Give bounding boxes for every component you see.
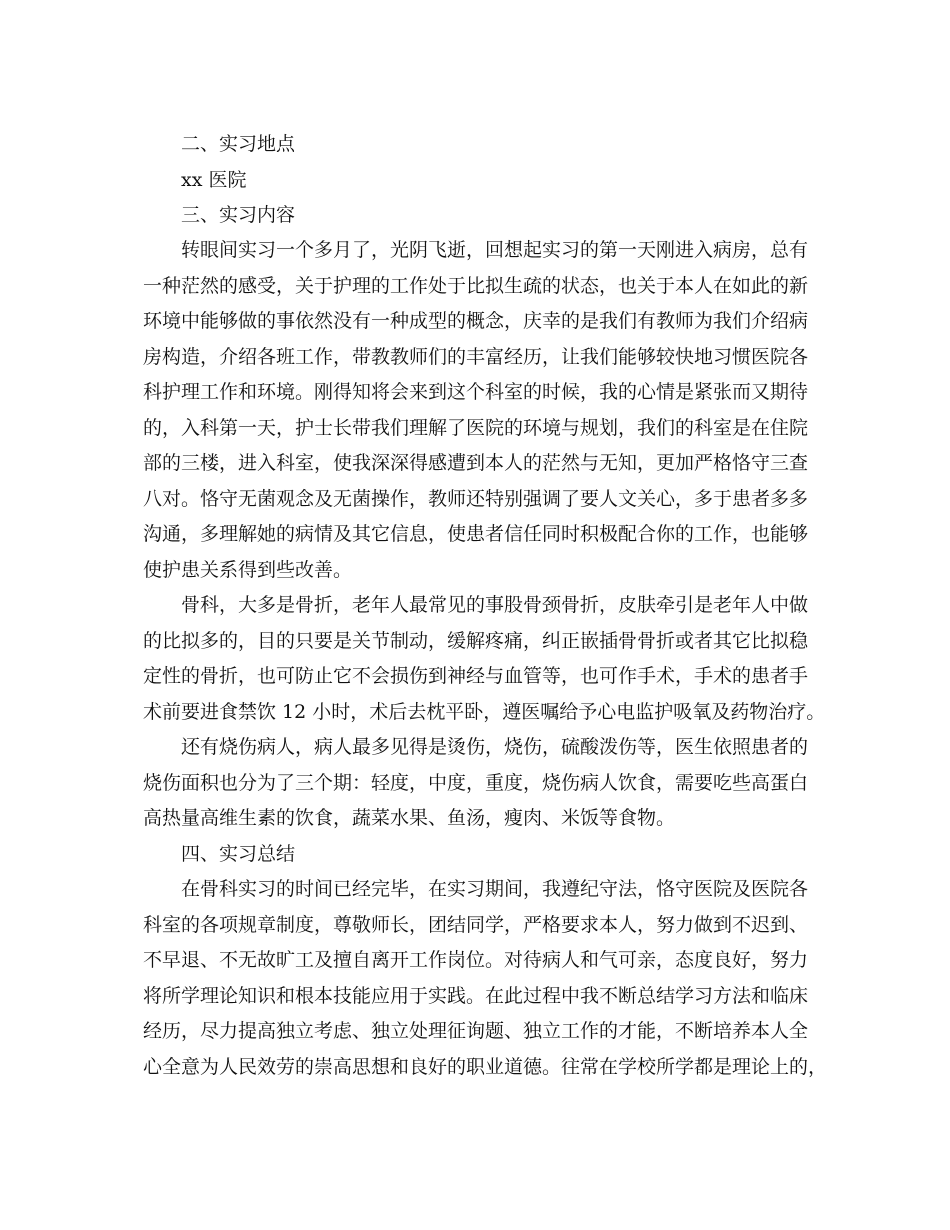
paragraph-line: 术前要进食禁饮 12 小时，术后去枕平卧，遵医嘱给予心电监护吸氧及药物治疗。 [143, 701, 826, 723]
section-heading-place: 二、实习地点 [181, 133, 296, 155]
paragraph-line: 转眼间实习一个多月了，光阴飞逝，回想起实习的第一天刚进入病房，总有 [181, 239, 809, 261]
paragraph-line: 环境中能够做的事依然没有一种成型的概念，庆幸的是我们有教师为我们介绍病 [143, 310, 809, 332]
paragraph-line: 科护理工作和环境。刚得知将会来到这个科室的时候，我的心情是紧张而又期待 [143, 381, 809, 403]
paragraph-line: 经历，尽力提高独立考虑、独立处理征询题、独立工作的才能，不断培养本人全 [143, 1020, 809, 1042]
paragraph-line: 骨科，大多是骨折，老年人最常见的事股骨颈骨折，皮肤牵引是老年人中做 [181, 594, 809, 616]
paragraph-line: 将所学理论知识和根本技能应用于实践。在此过程中我不断总结学习方法和临床 [143, 985, 809, 1007]
paragraph-line: 心全意为人民效劳的崇高思想和良好的职业道德。往常在学校所学都是理论上的， [143, 1056, 828, 1078]
place-value: xx 医院 [181, 169, 247, 191]
section-heading-summary: 四、实习总结 [181, 843, 296, 865]
paragraph-line: 使护患关系得到些改善。 [143, 559, 353, 581]
paragraph-line: 房构造，介绍各班工作，带教教师们的丰富经历，让我们能够较快地习惯医院各 [143, 346, 809, 368]
paragraph-line: 一种茫然的感受，关于护理的工作处于比拟生疏的状态，也关于本人在如此的新 [143, 275, 809, 297]
paragraph-line: 在骨科实习的时间已经完毕，在实习期间，我遵纪守法，恪守医院及医院各 [181, 878, 809, 900]
paragraph-line: 还有烧伤病人，病人最多见得是烫伤，烧伤，硫酸泼伤等，医生依照患者的 [181, 736, 809, 758]
paragraph-line: 不早退、不无故旷工及擅自离开工作岗位。对待病人和气可亲，态度良好，努力 [143, 949, 809, 971]
paragraph-line: 的比拟多的，目的只要是关节制动，缓解疼痛，纠正嵌插骨骨折或者其它比拟稳 [143, 630, 809, 652]
paragraph-line: 的，入科第一天，护士长带我们理解了医院的环境与规划，我们的科室是在住院 [143, 417, 809, 439]
paragraph-line: 部的三楼，进入科室，使我深深得感遭到本人的茫然与无知，更加严格恪守三查 [143, 452, 809, 474]
paragraph-line: 高热量高维生素的饮食，蔬菜水果、鱼汤，瘦肉、米饭等食物。 [143, 807, 676, 829]
section-heading-content: 三、实习内容 [181, 204, 296, 226]
paragraph-line: 沟通，多理解她的病情及其它信息，使患者信任同时积极配合你的工作，也能够 [143, 523, 809, 545]
paragraph-line: 烧伤面积也分为了三个期：轻度，中度，重度，烧伤病人饮食，需要吃些高蛋白 [143, 772, 809, 794]
paragraph-line: 科室的各项规章制度，尊敬师长，团结同学，严格要求本人，努力做到不迟到、 [143, 914, 809, 936]
paragraph-line: 定性的骨折，也可防止它不会损伤到神经与血管等，也可作手术，手术的患者手 [143, 665, 809, 687]
paragraph-line: 八对。恪守无菌观念及无菌操作，教师还特别强调了要人文关心，多于患者多多 [143, 488, 809, 510]
